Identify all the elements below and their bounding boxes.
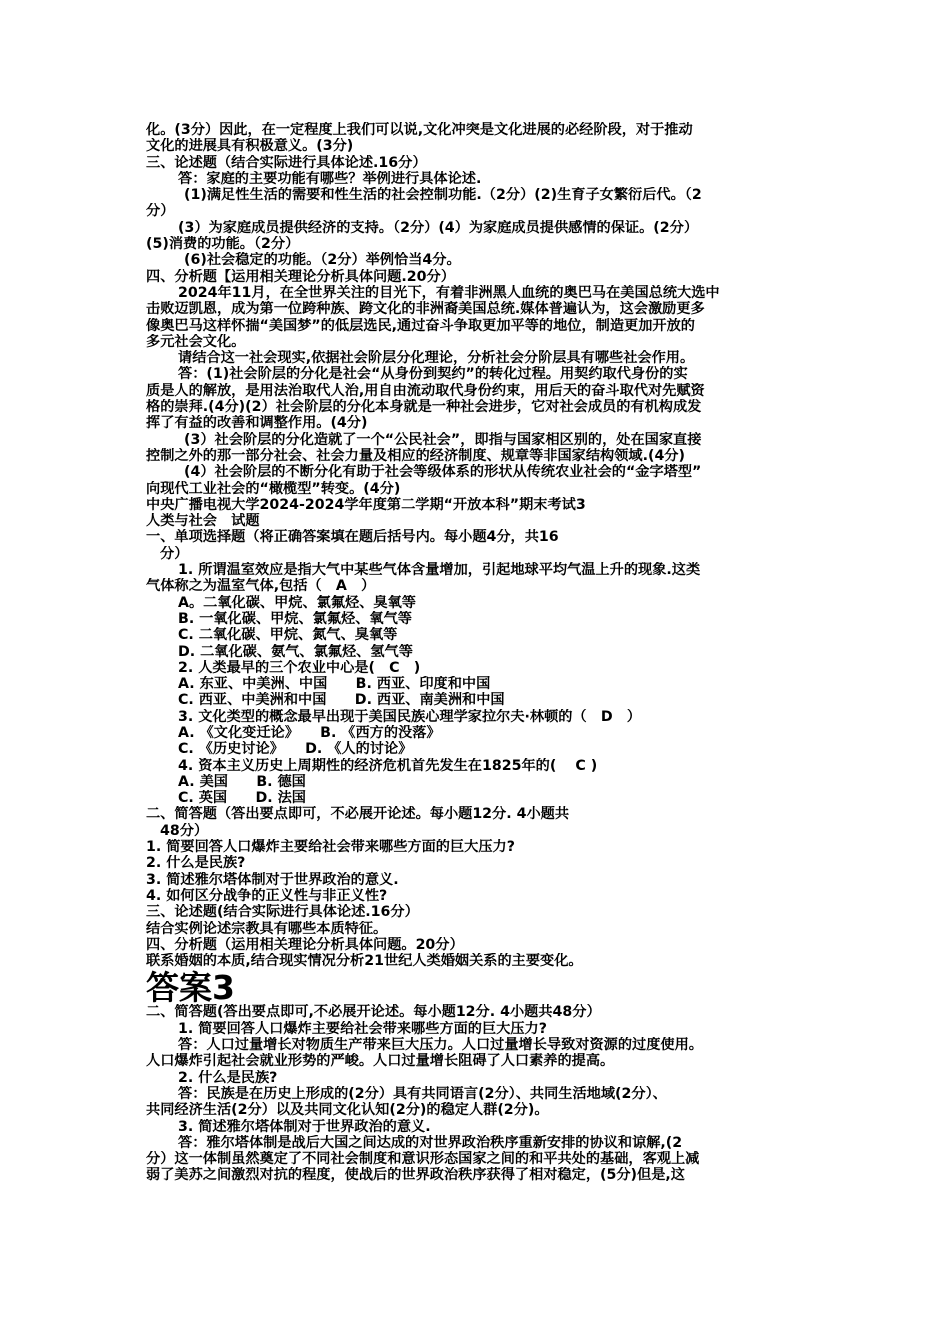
text-line: (4）社会阶层的不断分化有助于社会等级体系的形状从传统农业社会的“金字塔型”	[184, 464, 702, 481]
text-line: 3. 文化类型的概念最早出现于美国民族心理学家拉尔夫·林顿的（ D ）	[178, 708, 641, 725]
text-line: 4. 资本主义历史上周期性的经济危机首先发生在1825年的( C )	[178, 757, 598, 774]
text-line: (3）为家庭成员提供经济的支持。（2分）(4）为家庭成员提供感情的保证。(2分）	[178, 219, 699, 236]
text-line: 气体称之为温室气体,包括（ A ）	[146, 578, 376, 595]
text-line: 2024年11月，在全世界关注的目光下，有着非洲黑人血统的奥巴马在美国总统大选中	[178, 284, 720, 301]
text-line: (6)社会稳定的功能。（2分）举例恰当4分。	[184, 252, 461, 269]
text-line: 像奥巴马这样怀揣“美国梦”的低层选民,通过奋斗争取更加平等的地位，制造更加开放的	[146, 317, 695, 334]
text-line: A. 美国 B. 德国	[178, 773, 306, 790]
text-line: (1)满足性生活的需要和性生活的社会控制功能.（2分）(2)生育子女繁衍后代。（2	[184, 187, 702, 204]
text-line: 多元社会文化。	[146, 333, 246, 350]
text-line: 弱了美苏之间激烈对抗的程度，使战后的世界政治秩序获得了相对稳定，(5分)但是,这	[146, 1167, 685, 1184]
text-line: 4. 如何区分战争的正义性与非正义性?	[146, 887, 388, 904]
text-line: (5)消费的功能。（2分）	[146, 236, 300, 253]
text-line: A。二氧化碳、甲烷、氯氟烃、臭氧等	[178, 594, 416, 611]
text-line: D. 二氧化碳、氨气、氯氟烃、氢气等	[178, 643, 413, 660]
text-line: C. 《历史讨论》 D. 《人的讨论》	[178, 741, 413, 758]
text-line: (3）社会阶层的分化造就了一个“公民社会”，即指与国家相区别的，处在国家直接	[184, 431, 702, 448]
text-line: 向现代工业社会的“橄榄型”转变。(4分)	[146, 480, 401, 497]
text-line: A. 东亚、中美洲、中国 B. 西亚、印度和中国	[178, 676, 491, 693]
text-line: 3. 简述雅尔塔体制对于世界政治的意义.	[146, 871, 399, 888]
text-line: C. 二氧化碳、甲烷、氮气、臭氧等	[178, 627, 398, 644]
text-line: 答：人口过量增长对物质生产带来巨大压力。人口过量增长导致对资源的过度使用。	[178, 1037, 703, 1054]
text-line: 文化的进展具有积极意义。(3分)	[146, 138, 354, 155]
text-line: 分）	[146, 203, 175, 220]
text-line: 共同经济生活(2分）以及共同文化认知(2分)的稳定人群(2分)。	[146, 1102, 549, 1119]
text-line: 答：民族是在历史上形成的(2分）具有共同语言(2分）、共同生活地域(2分）、	[178, 1085, 667, 1102]
text-line: 三、论述题(结合实际进行具体论述.16分）	[146, 904, 419, 921]
text-line: 3. 简述雅尔塔体制对于世界政治的意义.	[178, 1118, 431, 1135]
text-line: B. 一氧化碳、甲烷、氯氟烃、氧气等	[178, 610, 412, 627]
text-line: 二、简答题（答出要点即可，不必展开论述。每小题12分. 4小题共	[146, 806, 570, 823]
text-line: 控制之外的那一部分社会、社会力量及相应的经济制度、规章等非国家结构领域.(4分)	[146, 447, 685, 464]
text-line: 格的崇拜.(4分)(2）社会阶层的分化本身就是一种社会进步，它对社会成员的有机构成发	[146, 399, 702, 416]
text-line: 化。(3分）因此，在一定程度上我们可以说,文化冲突是文化进展的必经阶段，对于推动	[146, 122, 693, 138]
text-line: 1. 简要回答人口爆炸主要给社会带来哪些方面的巨大压力?	[146, 839, 515, 856]
text-line: 质是人的解放，是用法治取代人治,用自由流动取代身份约束，用后天的奋斗取代对先赋资	[146, 382, 705, 399]
text-line: 结合实例论述宗教具有哪些本质特征。	[146, 920, 388, 937]
text-line: 答：(1)社会阶层的分化是社会“从身份到契约”的转化过程。用契约取代身份的实	[178, 366, 688, 383]
text-line: 人类与社会 试题	[146, 513, 260, 530]
text-line: 2. 什么是民族?	[178, 1069, 278, 1086]
text-line: 分）这一体制虽然奠定了不同社会制度和意识形态国家之间的和平共处的基础，客观上减	[146, 1151, 700, 1168]
text-line: 答：雅尔塔体制是战后大国之间达成的对世界政治秩序重新安排的协议和谅解,(2	[178, 1134, 683, 1151]
text-line: 2. 什么是民族?	[146, 855, 246, 872]
text-line: 分）	[160, 545, 189, 562]
text-line: 中央广播电视大学2024-2024学年度第二学期“开放本科”期末考试3	[146, 496, 586, 513]
text-line: 四、分析题【运用相关理论分析具体问题.20分）	[146, 268, 455, 285]
text-line: C. 英国 D. 法国	[178, 790, 306, 807]
text-line: 三、论述题（结合实际进行具体论述.16分）	[146, 154, 427, 171]
document-page	[146, 122, 814, 1184]
text-line: 一、单项选择题（将正确答案填在题后括号内。每小题4分，共16	[146, 529, 559, 546]
text-line: 1. 所谓温室效应是指大气中某些气体含量增加，引起地球平均气温上升的现象.这类	[178, 562, 701, 579]
text-line: A. 《文化变迁论》 B. 《西方的没落》	[178, 724, 441, 741]
text-line: 击败迈凯恩，成为第一位跨种族、跨文化的非洲裔美国总统.媒体普遍认为，这会激励更多	[146, 301, 705, 318]
text-line: 人口爆炸引起社会就业形势的严峻。人口过量增长阻碍了人口素养的提高。	[146, 1053, 615, 1070]
text-line: 请结合这一社会现实,依据社会阶层分化理论，分析社会分阶层具有哪些社会作用。	[178, 350, 695, 367]
text-line: 1. 简要回答人口爆炸主要给社会带来哪些方面的巨大压力?	[178, 1020, 547, 1037]
text-line: 2. 人类最早的三个农业中心是( C )	[178, 659, 421, 676]
text-line: 四、分析题（运用相关理论分析具体问题。20分）	[146, 936, 464, 953]
text-line: 48分）	[160, 822, 209, 839]
text-line: 二、简答题(答出要点即可,不必展开论述。每小题12分. 4小题共48分）	[146, 1004, 601, 1021]
text-line: 答：家庭的主要功能有哪些？举例进行具体论述.	[178, 170, 482, 187]
answer-heading: 答案3	[146, 970, 235, 1007]
text-line: 联系婚姻的本质,结合现实情况分析21世纪人类婚姻关系的主要变化。	[146, 953, 583, 970]
text-line: C. 西亚、中美洲和中国 D. 西亚、南美洲和中国	[178, 692, 505, 709]
text-line: 挥了有益的改善和调整作用。(4分)	[146, 415, 368, 432]
